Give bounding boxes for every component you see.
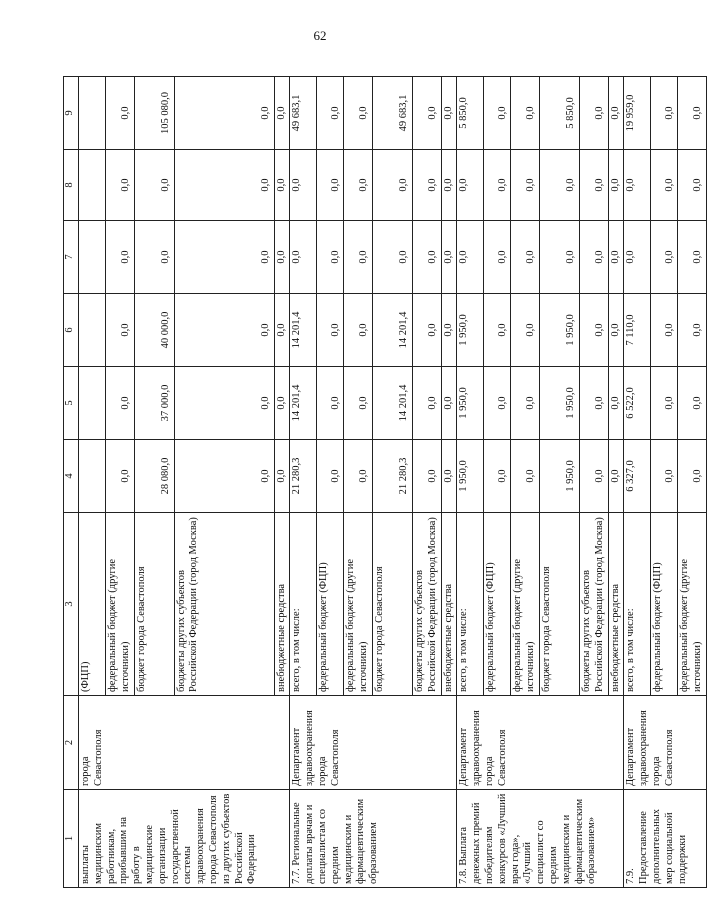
executor-cell: Департамент здравоохранения города Севастополя (457, 696, 624, 790)
table-row (457, 77, 484, 888)
amount-cell-col-5: 37 000,0 (134, 367, 174, 440)
amount-cell-col-6: 0,0 (274, 294, 290, 367)
funding-source-cell: внебюджетные средства (274, 513, 290, 696)
amount-cell-col-8: 0,0 (511, 150, 540, 221)
funding-source-cell: всего, в том числе: (290, 513, 317, 696)
funding-source-cell: федеральный бюджет (ФЦП) (317, 513, 344, 696)
amount-cell-col-9: 0,0 (511, 77, 540, 150)
amount-cell-col-9: 0,0 (651, 77, 678, 150)
amount-cell-col-4: 0,0 (106, 440, 135, 513)
amount-cell-col-8: 0,0 (344, 150, 373, 221)
amount-cell-col-9: 0,0 (608, 77, 624, 150)
table-body (79, 77, 707, 888)
funding-source-cell: бюджеты других субъектов Российской Федерации (город Москва) (174, 513, 274, 696)
amount-cell-col-6: 0,0 (412, 294, 441, 367)
amount-cell-col-6: 0,0 (579, 294, 608, 367)
amount-cell-col-4: 0,0 (511, 440, 540, 513)
amount-cell-col-5: 0,0 (174, 367, 274, 440)
amount-cell-col-6: 1 950,0 (457, 294, 484, 367)
amount-cell-col-9: 5 850,0 (539, 77, 579, 150)
amount-cell-col-9: 0,0 (344, 77, 373, 150)
executor-cell: города Севастополя (79, 696, 290, 790)
amount-cell-col-4: 1 950,0 (539, 440, 579, 513)
amount-cell-col-8: 0,0 (484, 150, 511, 221)
amount-cell-col-6: 14 201,4 (372, 294, 412, 367)
amount-cell-col-8: 0,0 (624, 150, 651, 221)
amount-cell-col-7: 0,0 (174, 221, 274, 294)
amount-cell-col-4 (79, 440, 106, 513)
amount-cell-col-7: 0,0 (290, 221, 317, 294)
amount-cell-col-9: 49 683,1 (290, 77, 317, 150)
amount-cell-col-9: 49 683,1 (372, 77, 412, 150)
amount-cell-col-9: 0,0 (106, 77, 135, 150)
amount-cell-col-6: 0,0 (511, 294, 540, 367)
amount-cell-col-5: 0,0 (678, 367, 707, 440)
amount-cell-col-7: 0,0 (412, 221, 441, 294)
amount-cell-col-4: 1 950,0 (457, 440, 484, 513)
amount-cell-col-4: 6 327,0 (624, 440, 651, 513)
amount-cell-col-7: 0,0 (317, 221, 344, 294)
funding-source-cell: (ФЦП) (79, 513, 106, 696)
amount-cell-col-5: 0,0 (579, 367, 608, 440)
funding-source-cell: всего, в том числе: (457, 513, 484, 696)
amount-cell-col-4: 0,0 (317, 440, 344, 513)
amount-cell-col-8: 0,0 (106, 150, 135, 221)
amount-cell-col-6: 1 950,0 (539, 294, 579, 367)
funding-source-cell: внебюджетные средства (608, 513, 624, 696)
amount-cell-col-6: 0,0 (317, 294, 344, 367)
amount-cell-col-5: 0,0 (274, 367, 290, 440)
amount-cell-col-6: 14 201,4 (290, 294, 317, 367)
amount-cell-col-5: 1 950,0 (539, 367, 579, 440)
table-header-row (64, 77, 79, 888)
amount-cell-col-7: 0,0 (106, 221, 135, 294)
amount-cell-col-9: 0,0 (441, 77, 457, 150)
amount-cell-col-7: 0,0 (484, 221, 511, 294)
amount-cell-col-4: 0,0 (579, 440, 608, 513)
amount-cell-col-4: 21 280,3 (372, 440, 412, 513)
funding-source-cell: федеральный бюджет (другие источники) (106, 513, 135, 696)
amount-cell-col-9: 0,0 (412, 77, 441, 150)
amount-cell-col-8: 0,0 (372, 150, 412, 221)
amount-cell-col-4: 0,0 (608, 440, 624, 513)
amount-cell-col-4: 0,0 (651, 440, 678, 513)
measure-name-cell: 7.8. Выплата денежных премий победителям конкурсов «Лучший врач года», «Лучший специалист со средним медицинским и фармацевтическим образованием» (457, 790, 624, 888)
amount-cell-col-8: 0,0 (651, 150, 678, 221)
amount-cell-col-5: 0,0 (511, 367, 540, 440)
budget-table (63, 76, 707, 888)
amount-cell-col-7: 0,0 (539, 221, 579, 294)
amount-cell-col-4: 0,0 (484, 440, 511, 513)
measure-name-cell: 7.9. Предоставление дополнительных мер социальной поддержки (624, 790, 707, 888)
executor-cell: Департамент здравоохранения города Севастополя (290, 696, 457, 790)
executor-cell: Департамент здравоохранения города Севастополя (624, 696, 707, 790)
amount-cell-col-7: 0,0 (624, 221, 651, 294)
funding-source-cell: федеральный бюджет (ФЦП) (484, 513, 511, 696)
amount-cell-col-8: 0,0 (608, 150, 624, 221)
amount-cell-col-5: 6 522,0 (624, 367, 651, 440)
amount-cell-col-5: 0,0 (344, 367, 373, 440)
amount-cell-col-5: 14 201,4 (290, 367, 317, 440)
amount-cell-col-9: 0,0 (579, 77, 608, 150)
amount-cell-col-7: 0,0 (372, 221, 412, 294)
amount-cell-col-9: 0,0 (174, 77, 274, 150)
amount-cell-col-7: 0,0 (274, 221, 290, 294)
amount-cell-col-6: 0,0 (651, 294, 678, 367)
funding-source-cell: бюджет города Севастополя (372, 513, 412, 696)
amount-cell-col-6: 7 110,0 (624, 294, 651, 367)
column-header-8: 8 (64, 150, 79, 221)
column-header-9: 9 (64, 77, 79, 150)
amount-cell-col-4: 0,0 (174, 440, 274, 513)
funding-source-cell: федеральный бюджет (другие источники) (678, 513, 707, 696)
funding-source-cell: бюджет города Севастополя (134, 513, 174, 696)
funding-source-cell: всего, в том числе: (624, 513, 651, 696)
funding-source-cell: федеральный бюджет (другие источники) (511, 513, 540, 696)
table-row (290, 77, 317, 888)
amount-cell-col-7 (79, 221, 106, 294)
amount-cell-col-8: 0,0 (579, 150, 608, 221)
amount-cell-col-9 (79, 77, 106, 150)
measure-name-cell: выплаты медицинским работникам, прибывшим на работу в медицинские организации государственной системы здравоохранения города Севастополя из других субъектов Российской Федерации (79, 790, 290, 888)
amount-cell-col-6: 0,0 (678, 294, 707, 367)
amount-cell-col-7: 0,0 (344, 221, 373, 294)
amount-cell-col-7: 0,0 (579, 221, 608, 294)
amount-cell-col-5: 0,0 (317, 367, 344, 440)
column-header-4: 4 (64, 440, 79, 513)
amount-cell-col-5: 0,0 (412, 367, 441, 440)
amount-cell-col-7: 0,0 (678, 221, 707, 294)
amount-cell-col-9: 5 850,0 (457, 77, 484, 150)
amount-cell-col-6: 0,0 (174, 294, 274, 367)
amount-cell-col-8: 0,0 (412, 150, 441, 221)
amount-cell-col-6: 0,0 (441, 294, 457, 367)
amount-cell-col-9: 0,0 (317, 77, 344, 150)
column-header-7: 7 (64, 221, 79, 294)
amount-cell-col-5 (79, 367, 106, 440)
amount-cell-col-8: 0,0 (441, 150, 457, 221)
amount-cell-col-8 (79, 150, 106, 221)
amount-cell-col-7: 0,0 (441, 221, 457, 294)
funding-source-cell: федеральный бюджет (другие источники) (344, 513, 373, 696)
amount-cell-col-6: 0,0 (484, 294, 511, 367)
amount-cell-col-6: 40 000,0 (134, 294, 174, 367)
amount-cell-col-8: 0,0 (134, 150, 174, 221)
funding-source-cell: федеральный бюджет (ФЦП) (651, 513, 678, 696)
column-header-6: 6 (64, 294, 79, 367)
page-number: 62 (313, 28, 327, 43)
amount-cell-col-8: 0,0 (290, 150, 317, 221)
funding-source-cell: бюджеты других субъектов Российской Федерации (город Москва) (412, 513, 441, 696)
column-header-5: 5 (64, 367, 79, 440)
amount-cell-col-8: 0,0 (539, 150, 579, 221)
amount-cell-col-5: 0,0 (106, 367, 135, 440)
measure-name-cell: 7.7. Региональные доплаты врачам и специалистам со средним медицинским и фармацевтическим образованием (290, 790, 457, 888)
amount-cell-col-7: 0,0 (457, 221, 484, 294)
amount-cell-col-6: 0,0 (344, 294, 373, 367)
amount-cell-col-4: 0,0 (441, 440, 457, 513)
amount-cell-col-8: 0,0 (457, 150, 484, 221)
rotated-table-area (63, 77, 704, 888)
amount-cell-col-4: 21 280,3 (290, 440, 317, 513)
amount-cell-col-7: 0,0 (134, 221, 174, 294)
amount-cell-col-9: 0,0 (484, 77, 511, 150)
amount-cell-col-5: 1 950,0 (457, 367, 484, 440)
amount-cell-col-5: 0,0 (441, 367, 457, 440)
amount-cell-col-8: 0,0 (174, 150, 274, 221)
amount-cell-col-7: 0,0 (511, 221, 540, 294)
amount-cell-col-5: 0,0 (608, 367, 624, 440)
amount-cell-col-5: 14 201,4 (372, 367, 412, 440)
amount-cell-col-6: 0,0 (106, 294, 135, 367)
amount-cell-col-9: 0,0 (274, 77, 290, 150)
amount-cell-col-8: 0,0 (678, 150, 707, 221)
amount-cell-col-9: 0,0 (678, 77, 707, 150)
amount-cell-col-6: 0,0 (608, 294, 624, 367)
amount-cell-col-5: 0,0 (484, 367, 511, 440)
amount-cell-col-9: 105 080,0 (134, 77, 174, 150)
column-header-2: 2 (64, 696, 79, 790)
funding-source-cell: бюджет города Севастополя (539, 513, 579, 696)
amount-cell-col-4: 0,0 (344, 440, 373, 513)
amount-cell-col-4: 0,0 (412, 440, 441, 513)
table-row (79, 77, 106, 888)
amount-cell-col-4: 0,0 (678, 440, 707, 513)
amount-cell-col-4: 28 080,0 (134, 440, 174, 513)
amount-cell-col-7: 0,0 (651, 221, 678, 294)
amount-cell-col-8: 0,0 (317, 150, 344, 221)
funding-source-cell: внебюджетные средства (441, 513, 457, 696)
funding-source-cell: бюджеты других субъектов Российской Федерации (город Москва) (579, 513, 608, 696)
amount-cell-col-9: 19 959,0 (624, 77, 651, 150)
table-row (624, 77, 651, 888)
column-header-3: 3 (64, 513, 79, 696)
amount-cell-col-4: 0,0 (274, 440, 290, 513)
amount-cell-col-8: 0,0 (274, 150, 290, 221)
amount-cell-col-7: 0,0 (608, 221, 624, 294)
amount-cell-col-5: 0,0 (651, 367, 678, 440)
amount-cell-col-6 (79, 294, 106, 367)
column-header-1: 1 (64, 790, 79, 888)
